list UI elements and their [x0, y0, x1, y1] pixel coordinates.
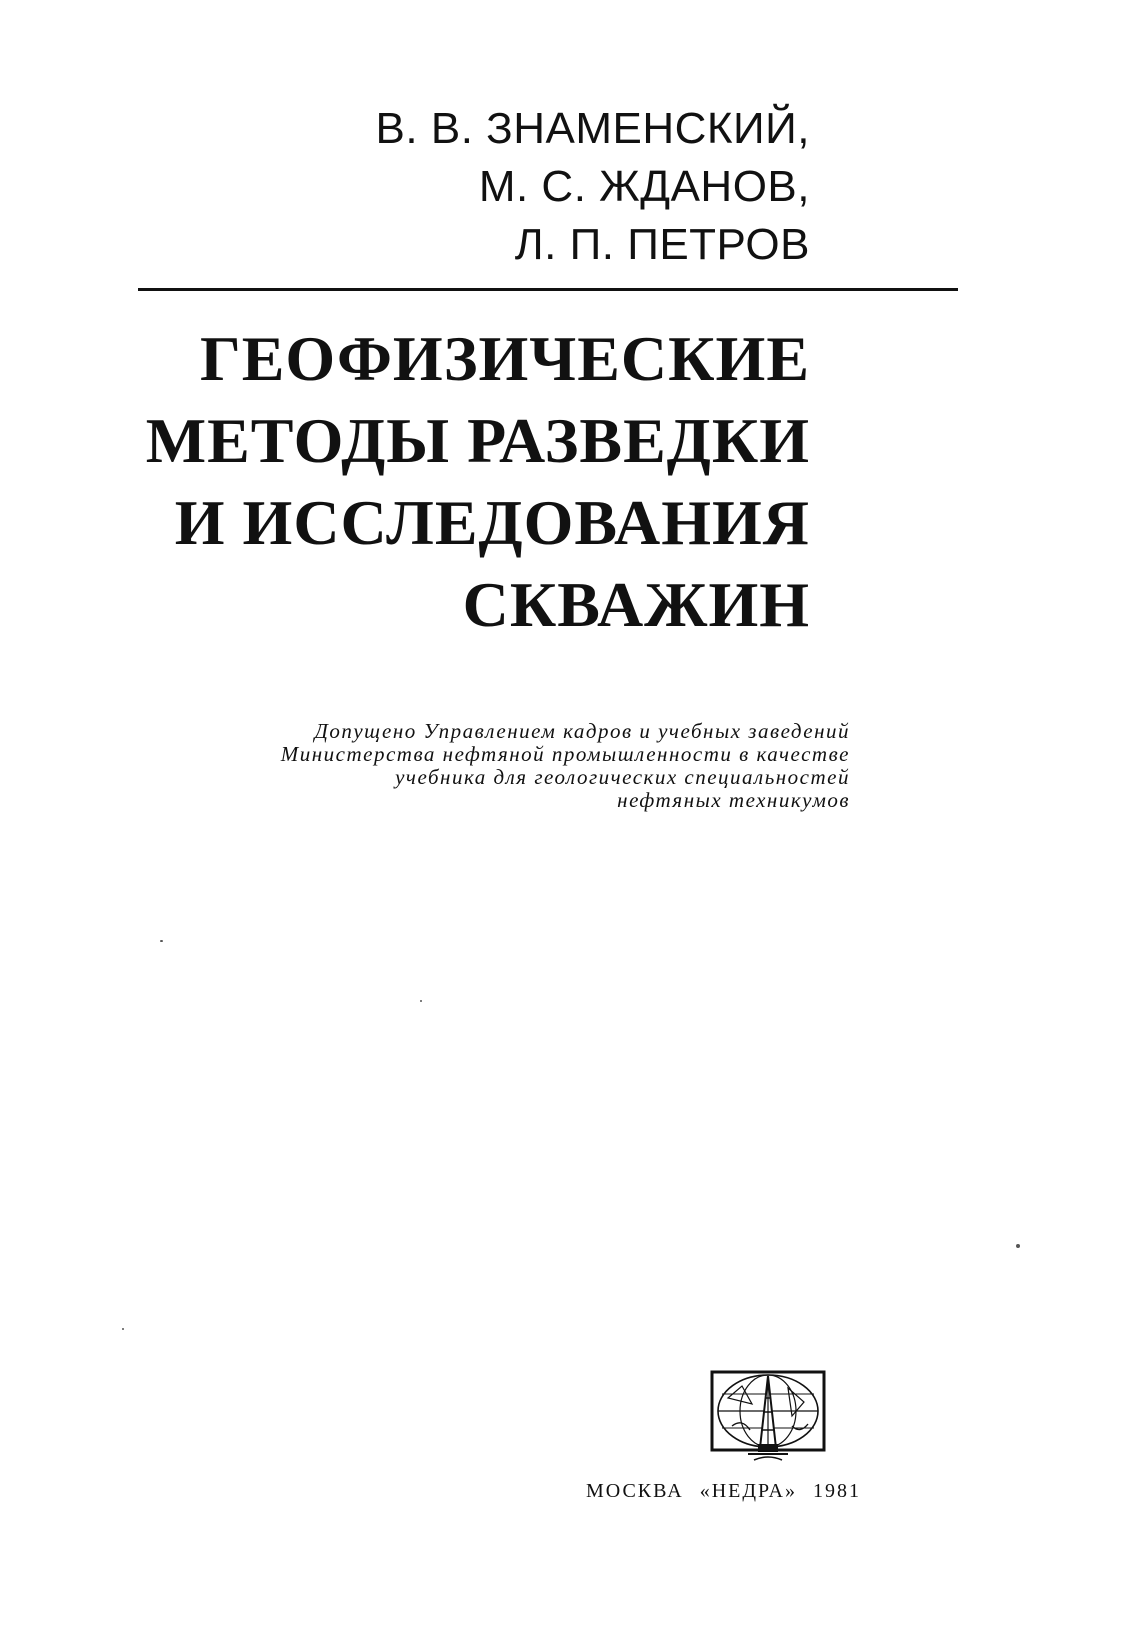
- book-title: [146, 318, 810, 646]
- approval-line: нефтяных техникумов: [617, 788, 850, 812]
- scan-speck: [420, 1000, 422, 1002]
- author-list: [376, 100, 810, 274]
- author-name: М. С. ЖДАНОВ,: [478, 162, 810, 211]
- title-line: ГЕОФИЗИЧЕСКИЕ: [199, 323, 810, 394]
- drilling-rig-globe-emblem-icon: [708, 1368, 828, 1466]
- title-divider: [138, 288, 958, 291]
- author-name: В. В. ЗНАМЕНСКИЙ,: [375, 104, 810, 153]
- approval-line: учебника для геологических специальностей: [395, 765, 850, 789]
- imprint-year: 1981: [813, 1480, 861, 1502]
- imprint-city: МОСКВА: [586, 1480, 684, 1502]
- scan-speck: [1016, 1244, 1020, 1248]
- imprint-publisher: «НЕДРА»: [699, 1480, 797, 1502]
- title-line: МЕТОДЫ РАЗВЕДКИ: [145, 405, 810, 476]
- approval-notice: [281, 720, 850, 812]
- author-name: Л. П. ПЕТРОВ: [514, 220, 810, 269]
- approval-line: Допущено Управлением кадров и учебных заведений: [314, 719, 850, 743]
- scan-speck: [160, 940, 163, 942]
- imprint: [586, 1480, 877, 1503]
- title-line: СКВАЖИН: [462, 569, 810, 640]
- title-line: И ИССЛЕДОВАНИЯ: [174, 487, 810, 558]
- scan-speck: [122, 1328, 124, 1330]
- approval-line: Министерства нефтяной промышленности в качестве: [280, 742, 850, 766]
